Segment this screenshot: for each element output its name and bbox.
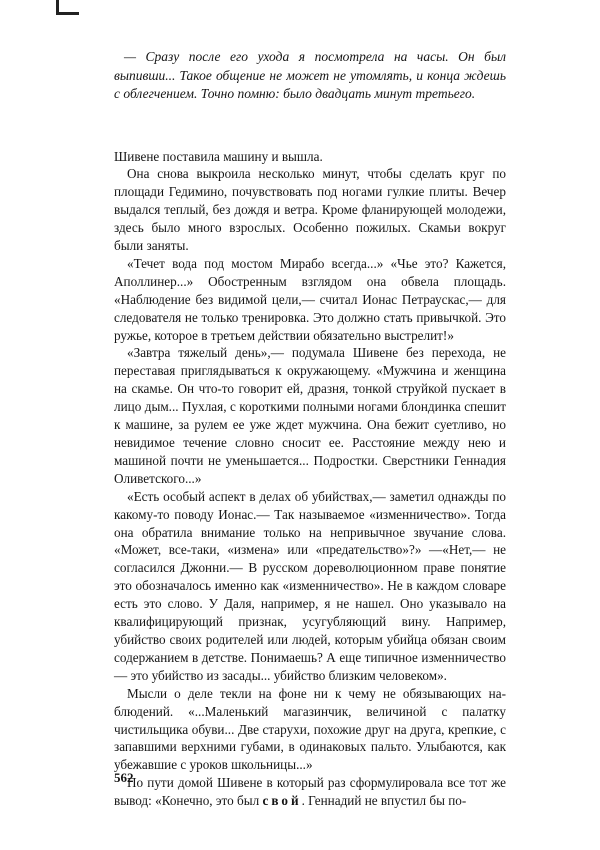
- dialogue-quote: — Сразу после его ухода я посмотрела на часы. Он был выпивши... Такое общение не может не утомлять, и конца ждешь с облегчением. Точно помню: было двадцать минут третьего.: [114, 49, 506, 101]
- paragraph-2: Она снова выкроила несколько минут, чтобы сделать круг по площади Гедимино, почувствовать под ногами гулкие плиты. Вечер выдался теплый, без дождя и ветра. Кроме фланирующей молодежи, здесь было много взрослых. Особенно пожилых. Скамьи вокруг были заняты.: [114, 166, 506, 254]
- body-text: [114, 148, 506, 811]
- paragraph-6: Мысли о деле текли на фоне ни к чему не обязывающих наблюдений. «...Маленький магазинчик, величиной с палатку чистильщика обуви... Две старухи, похожие друг на друга, крепкие, с запавшими верхними губами, в одинаковых пальто. Улыбаются, как убежавшие с уроков школьницы...»: [114, 685, 506, 773]
- paragraph-4: «Завтра тяжелый день»,— подумала Шивене без перехода, не переставая приглядываться к окружающему. «Мужчина и женщина на скамье. Он что-то говорит ей, дразня, тонкой струйкой пускает в лицо дым... Пухлая, с короткими полными ногами блондинка спешит к машине, за рулем ее уже ждет мужчина. Она бежит суетливо, но невидимое течение словно сносит ее. Расстояние между нею и машиной почти не уменьшается... Подростки. Сверстники Геннадия Оливетского...»: [114, 345, 506, 486]
- paragraph-3: «Течет вода под мостом Мирабо всегда...» «Чье это? Кажется, Аполлинер...» Обостренным взглядом она обвела площадь. «Наблюдение без видимой цели,— считал Ионас Петраускас,— для следователя не только тренировка. Это должно стать привычкой. Это ружье, которое в третьем действии обязательно выстрелит!»: [114, 255, 506, 343]
- paragraph-7-end: . Геннадий не впустил бы по-: [301, 793, 467, 809]
- page-number: 562: [114, 770, 134, 785]
- scan-edge-mark: [56, 0, 79, 15]
- book-page: [114, 48, 506, 810]
- paragraph-7: [114, 774, 506, 810]
- paragraph-5: «Есть особый аспект в делах об убийствах,— заметил однажды по какому-то поводу Ионас.— Так называемое «изменничество». Тогда она обратила внимание только на непривычное звучание слова. «Может, все-таки, «измена» или «предательство»?» —«Нет,— не согласился Джонни.— В русском дореволюционном праве понятие это обозначалось именно как «изменничество». Не в каждом словаре есть это слово. У Даля, например, я не нашел. Оно указывало на квалифицирующий признак, усугубляющий вину. Например, убийство своих родителей или людей, которым убийца обязан своим содержанием в детстве. Понимаешь? А еще типичное изменничество — это убийство из засады... убийство близким человеком».: [114, 488, 506, 683]
- paragraph-7-start: По пути домой Шивене в который раз сформулировала все тот же вывод: «Конечно, это был: [114, 775, 506, 809]
- emphasized-word: свой: [262, 793, 302, 809]
- paragraph-1: Шивене поставила машину и вышла.: [114, 148, 323, 164]
